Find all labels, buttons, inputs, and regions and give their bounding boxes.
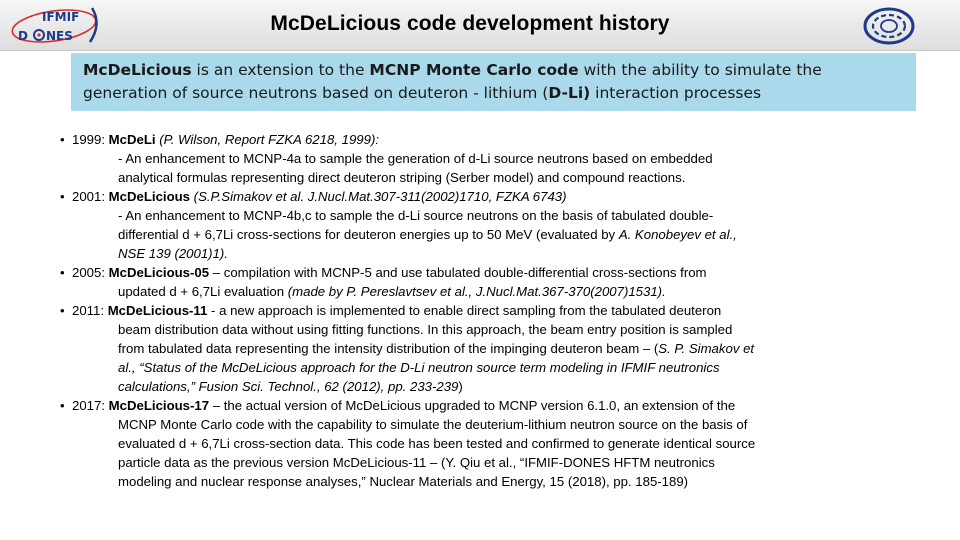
- entry-ref-cont: al., “Status of the McDeLicious approach for the D-Li neutron source term modeling in IFMIF neutronics: [118, 360, 720, 375]
- entry-desc: - a new approach is implemented to enable direct sampling from the tabulated deuteron: [207, 303, 722, 318]
- entry-year: 2011:: [72, 303, 108, 318]
- callout-mcnp: MCNP Monte Carlo code: [369, 61, 579, 79]
- callout-dli: D-Li): [548, 84, 591, 102]
- entry-ref: (P. Wilson, Report FZKA 6218, 1999):: [155, 132, 380, 147]
- entry-ref-cont: NSE 139 (2001)1).: [118, 246, 228, 261]
- entry-ref-end: ): [458, 379, 463, 394]
- entry-ref-inline: A. Konobeyev et al.,: [618, 227, 737, 242]
- entry-ref-cont: calculations,” Fusion Sci. Technol., 62 (2012), pp. 233-239: [118, 379, 459, 394]
- entry-ref-inline: S. P. Simakov et: [658, 341, 755, 356]
- callout-text-1: is an extension to the: [191, 61, 370, 79]
- entry-desc: – the actual version of McDeLicious upgraded to MCNP version 6.1.0, an extension of the: [209, 398, 736, 413]
- history-item-2011: • 2011: McDeLicious-11 - a new approach is implemented to enable direct sampling from the tabulated deuteron beam distribution data without using fitting functions. In this approach, the beam entry position is sampled from tabulated data representing the intensity distribution of the impinging deuteron beam – (S. P. Simakov et al., “Status of the McDeLicious approach for the D-Li neutron source term modeling in IFMIF neutronics calculations,” Fusion Sci. Technol., 62 (2012), pp. 233-239): [60, 301, 908, 396]
- callout-text-2: with the ability to simulate the generation of source neutrons based on deuteron - lithium (: [83, 61, 822, 102]
- entry-desc: - An enhancement to MCNP-4b,c to sample the d-Li source neutrons on the basis of tabulated double-: [118, 208, 714, 223]
- summary-callout: [71, 53, 916, 111]
- header-bar: [0, 0, 960, 51]
- history-item-1999: • 1999: McDeLi (P. Wilson, Report FZKA 6218, 1999): - An enhancement to MCNP-4a to sample the generation of d-Li source neutrons based on embedded analytical formulas representing direct deuteron striping (Serber model) and compound reactions.: [60, 130, 908, 187]
- entry-desc: particle data as the previous version McDeLicious-11 – (Y. Qiu et al., “IFMIF-DONES HFTM neutronics: [118, 455, 715, 470]
- fusion-torus-logo: [862, 6, 916, 46]
- history-item-2017: • 2017: McDeLicious-17 – the actual version of McDeLicious upgraded to MCNP version 6.1.0, an extension of the MCNP Monte Carlo code with the capability to simulate the deuterium-lithium neutron source on the basis of evaluated d + 6,7Li cross-section data. This code has been tested and confirmed to generate identical source particle data as the previous version McDeLicious-11 – (Y. Qiu et al., “IFMIF-DONES HFTM neutronics modeling and nuclear response analyses,” Nuclear Materials and Energy, 15 (2018), pp. 185-189): [60, 396, 908, 491]
- entry-desc: from tabulated data representing the intensity distribution of the impinging deuteron beam – (: [118, 341, 659, 356]
- entry-name: McDeLicious-11: [107, 303, 208, 318]
- entry-year: 2005:: [72, 265, 109, 280]
- ifmif-dones-logo: [6, 4, 116, 46]
- entry-ref: (S.P.Simakov et al. J.Nucl.Mat.307-311(2002)1710, FZKA 6743): [190, 189, 567, 204]
- entry-desc: evaluated d + 6,7Li cross-section data. This code has been tested and confirmed to generate identical source: [118, 436, 756, 451]
- entry-desc: – compilation with MCNP-5 and use tabulated double-differential cross-sections from: [209, 265, 707, 280]
- entry-name: McDeLicious-17: [108, 398, 210, 413]
- entry-name: McDeLi: [108, 132, 156, 147]
- entry-year: 2017:: [72, 398, 109, 413]
- entry-desc: updated d + 6,7Li evaluation: [118, 284, 288, 299]
- entry-desc: analytical formulas representing direct deuteron striping (Serber model) and compound reactions.: [118, 170, 686, 185]
- history-list: [60, 130, 908, 491]
- entry-desc: MCNP Monte Carlo code with the capability to simulate the deuterium-lithium neutron source on the basis of: [118, 417, 748, 432]
- history-item-2001: • 2001: McDeLicious (S.P.Simakov et al. J.Nucl.Mat.307-311(2002)1710, FZKA 6743) - An enhancement to MCNP-4b,c to sample the d-Li source neutrons on the basis of tabulated double- differential d + 6,7Li cross-sections for deuteron energies up to 50 MeV (evaluated by A. Konobeyev et al., NSE 139 (2001)1).: [60, 187, 908, 263]
- entry-desc: modeling and nuclear response analyses,” Nuclear Materials and Energy, 15 (2018), pp. 185-189): [118, 474, 689, 489]
- entry-year: 2001:: [72, 189, 109, 204]
- page-title: McDeLicious code development history: [270, 12, 670, 35]
- entry-ref-inline: (made by P. Pereslavtsev et al., J.Nucl.Mat.367-370(2007)1531).: [287, 284, 666, 299]
- history-item-2005: • 2005: McDeLicious-05 – compilation with MCNP-5 and use tabulated double-differential cross-sections from updated d + 6,7Li evaluation (made by P. Pereslavtsev et al., J.Nucl.Mat.367-370(2007)1531).: [60, 265, 707, 299]
- entry-desc: differential d + 6,7Li cross-sections for deuteron energies up to 50 MeV (evaluated by: [118, 227, 619, 242]
- entry-desc: beam distribution data without using fitting functions. In this approach, the beam entry position is sampled: [118, 322, 733, 337]
- entry-desc: - An enhancement to MCNP-4a to sample the generation of d-Li source neutrons based on embedded: [118, 151, 713, 166]
- entry-name: McDeLicious-05: [108, 265, 210, 280]
- logo-text-ifmif: IFMIF: [42, 10, 80, 24]
- entry-name: McDeLicious: [108, 189, 191, 204]
- entry-year: 1999:: [72, 132, 109, 147]
- logo-text-d: D: [18, 29, 28, 43]
- logo-text-nes: NES: [46, 29, 73, 43]
- callout-name: McDeLicious: [83, 61, 192, 79]
- callout-text-3: interaction processes: [590, 84, 762, 102]
